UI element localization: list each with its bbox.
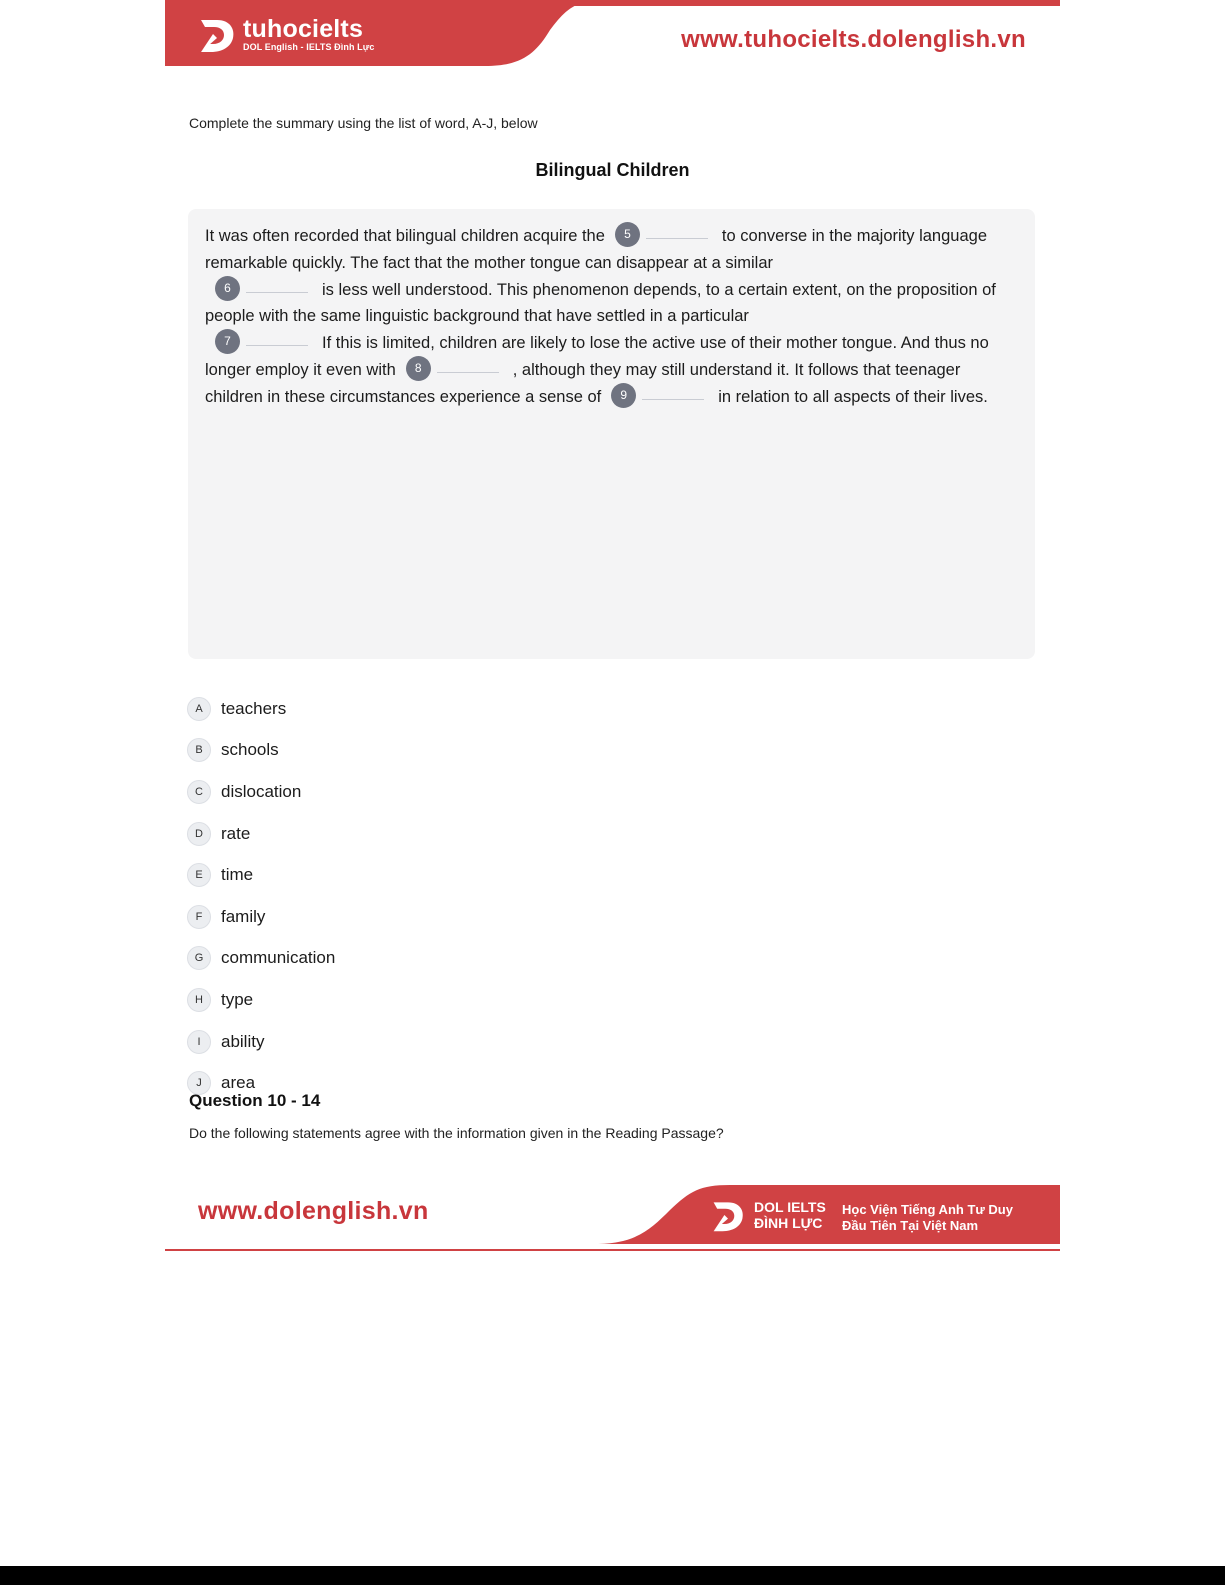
question-heading: Question 10 - 14: [189, 1091, 321, 1110]
option-letter: G: [187, 946, 211, 970]
option-item[interactable]: [187, 979, 335, 1021]
footer-divider: [165, 1249, 1060, 1251]
summary-segment: It was often recorded that bilingual children acquire the: [205, 227, 605, 245]
brand-logo-icon: [197, 14, 237, 54]
option-item[interactable]: [187, 938, 335, 980]
answer-blank[interactable]: [246, 292, 308, 293]
option-word: teachers: [221, 698, 287, 718]
answer-blank[interactable]: [642, 399, 704, 400]
option-word: schools: [221, 740, 279, 760]
question-instruction: Do the following statements agree with the information given in the Reading Passage?: [189, 1125, 724, 1141]
footer-website-link[interactable]: www.dolenglish.vn: [198, 1197, 429, 1225]
question-number-badge: 9: [611, 383, 636, 408]
option-word: dislocation: [221, 781, 302, 801]
option-item[interactable]: [187, 771, 335, 813]
question-number-badge: 6: [215, 276, 240, 301]
summary-segment: is less well understood. This phenomenon depends, to a certain extent, on the proposition of people with the same linguistic background that have settled in a particular: [205, 280, 996, 326]
header-website-link[interactable]: www.tuhocielts.dolenglish.vn: [681, 26, 1026, 53]
summary-box: [188, 209, 1035, 659]
footer-tagline-line2: Đầu Tiên Tại Việt Nam: [842, 1218, 979, 1233]
option-letter: I: [187, 1030, 211, 1054]
option-letter: D: [187, 822, 211, 846]
option-word: communication: [221, 948, 336, 968]
option-word: ability: [221, 1031, 265, 1051]
answer-blank[interactable]: [646, 238, 708, 239]
option-letter: B: [187, 738, 211, 762]
task-instruction: Complete the summary using the list of word, A-J, below: [189, 115, 538, 131]
option-letter: F: [187, 905, 211, 929]
footer-tagline: [842, 1202, 1013, 1234]
option-item[interactable]: [187, 1021, 335, 1063]
answer-blank[interactable]: [246, 345, 308, 346]
option-word: family: [221, 906, 266, 926]
option-item[interactable]: [187, 730, 335, 772]
summary-segment: to converse in the majority language remarkable quickly. The fact that the mother tongue can disappear at a similar: [205, 227, 987, 272]
footer-brand: [710, 1196, 826, 1234]
summary-segment: , although they may still understand it. It follows that teenager children in these circumstances experience a sense of: [205, 360, 961, 406]
option-word: time: [221, 865, 254, 885]
answer-blank[interactable]: [437, 372, 499, 373]
question-number-badge: 8: [406, 356, 431, 381]
option-word: rate: [221, 823, 251, 843]
option-letter: A: [187, 697, 211, 721]
option-letter: J: [187, 1071, 211, 1095]
footer-logo-icon: [710, 1196, 746, 1234]
word-options-list: [187, 688, 335, 1104]
option-letter: H: [187, 988, 211, 1012]
brand-subtitle: DOL English - IELTS Đình Lực: [243, 41, 375, 52]
footer-tagline-line1: Học Viện Tiếng Anh Tư Duy: [842, 1202, 1013, 1217]
footer-brand-line2: ĐÌNH LỰC: [754, 1215, 823, 1231]
option-item[interactable]: [187, 813, 335, 855]
summary-segment: in relation to all aspects of their lives.: [718, 387, 988, 406]
summary-text: [205, 223, 1020, 411]
option-word: type: [221, 989, 254, 1009]
option-letter: E: [187, 863, 211, 887]
header-brand: [197, 12, 375, 56]
summary-title: Bilingual Children: [535, 160, 690, 180]
option-item[interactable]: [187, 854, 335, 896]
summary-segment: If this is limited, children are likely to lose the active use of their mother tongue. And thus no longer employ it even with: [205, 334, 989, 379]
option-item[interactable]: [187, 896, 335, 938]
option-item[interactable]: [187, 688, 335, 730]
brand-name: tuhocielts: [243, 14, 364, 43]
option-word: area: [221, 1073, 256, 1093]
viewer-bottom-bar: [0, 1566, 1225, 1585]
footer-brand-line1: DOL IELTS: [754, 1199, 826, 1215]
option-letter: C: [187, 780, 211, 804]
document-page: [165, 0, 1060, 1265]
question-number-badge: 5: [615, 222, 640, 247]
question-number-badge: 7: [215, 329, 240, 354]
